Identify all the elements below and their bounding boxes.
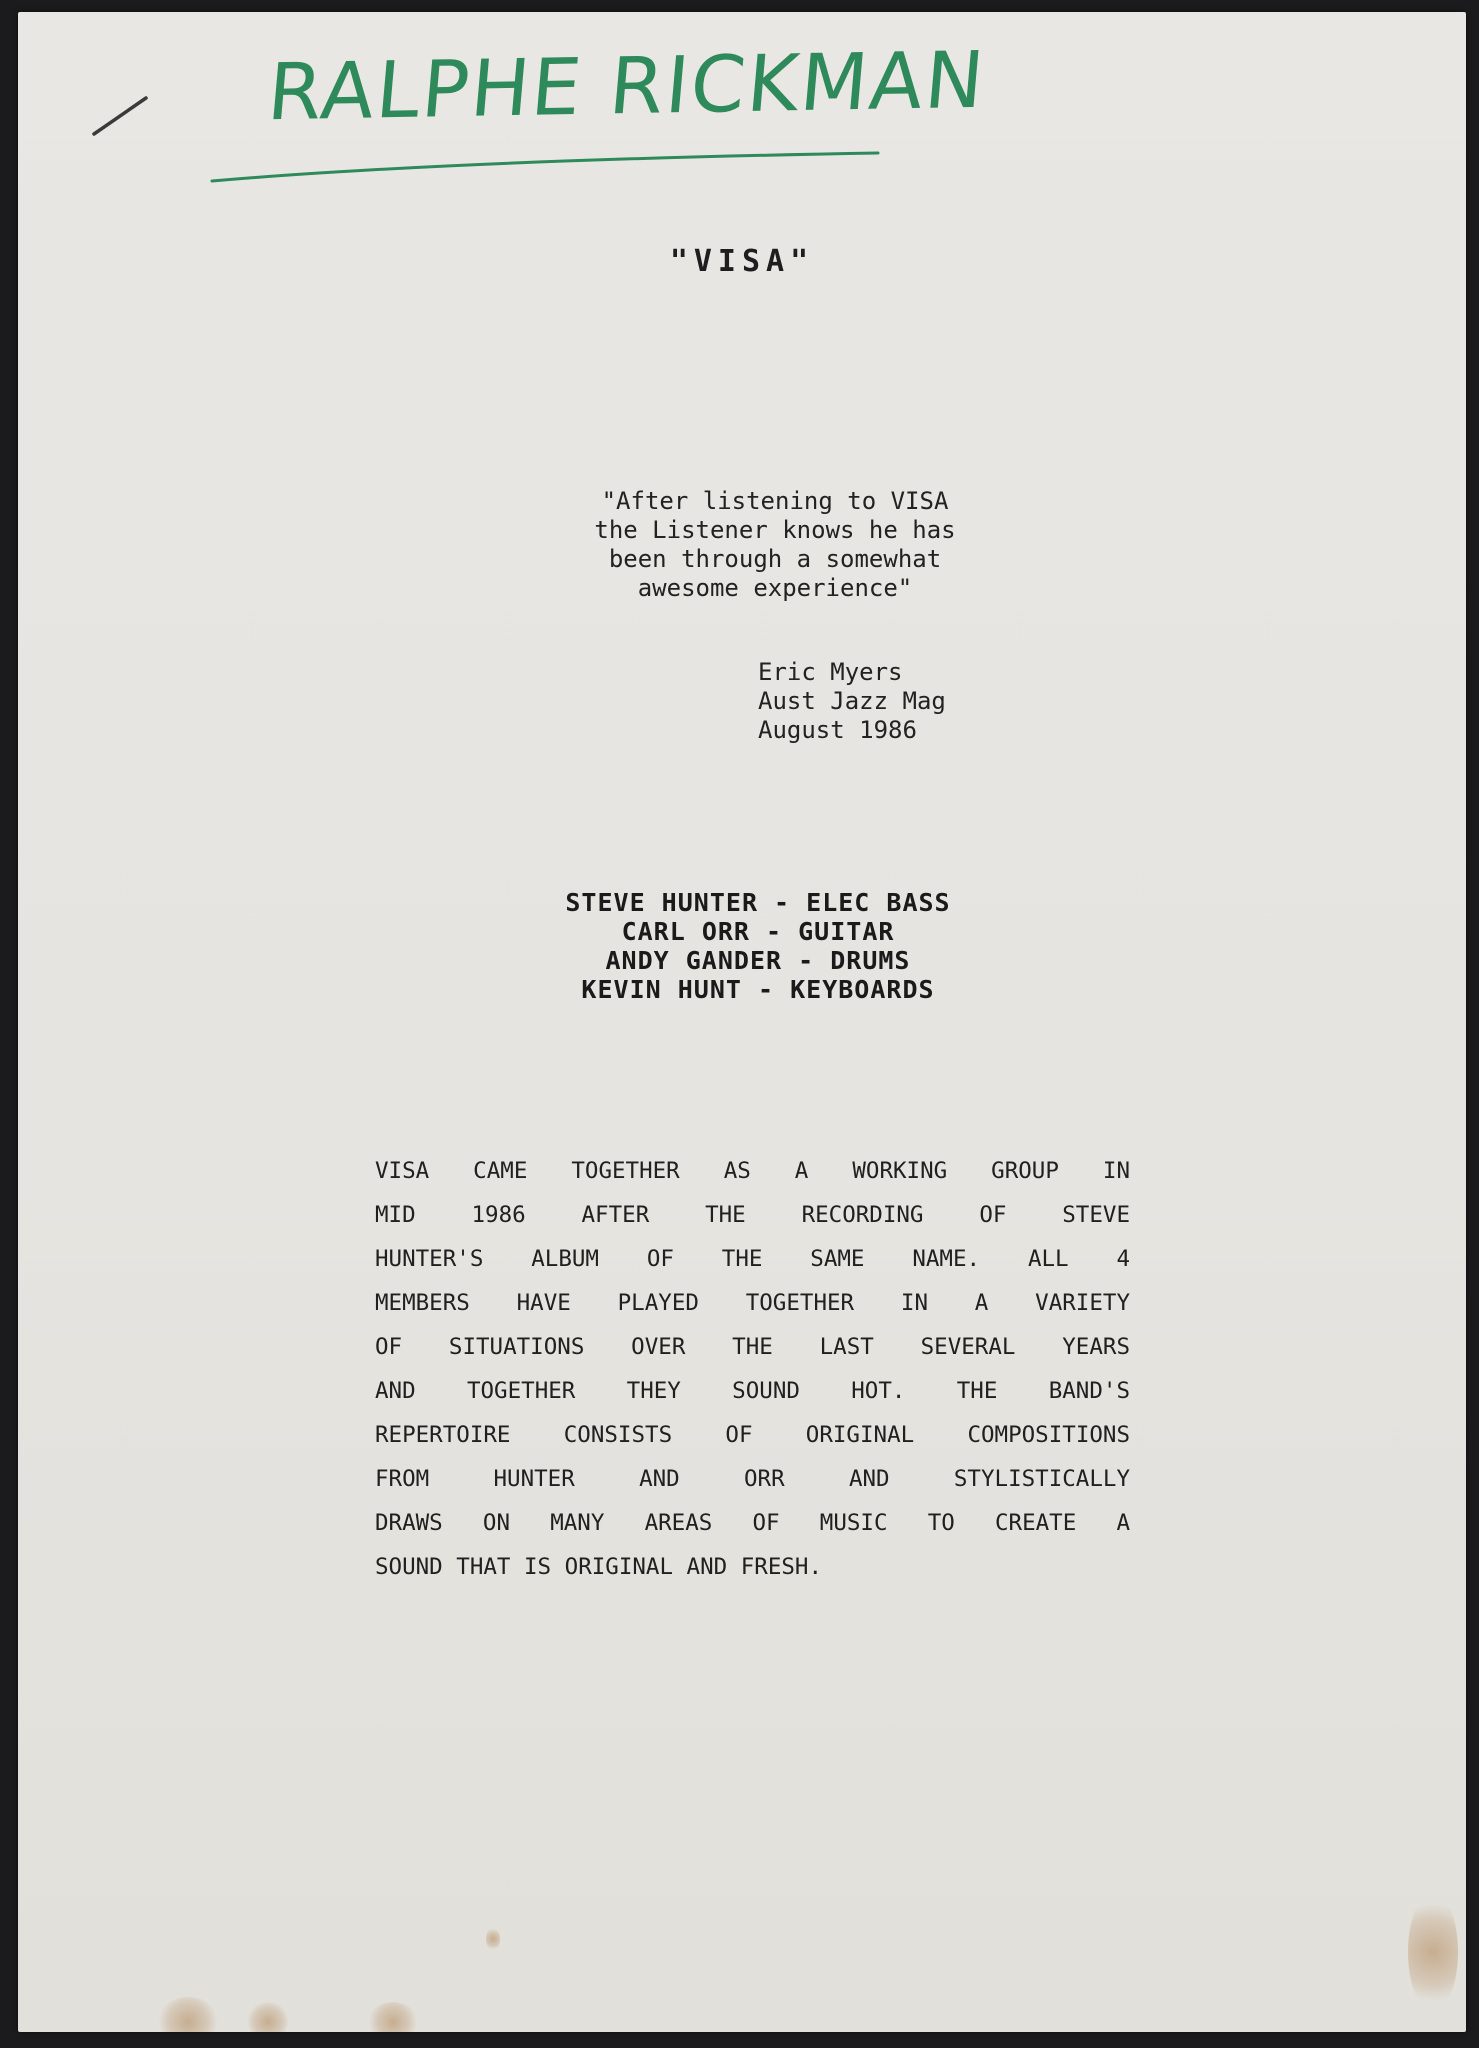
lineup-member: KEVIN HUNT - KEYBOARDS bbox=[581, 975, 935, 1004]
bio-line: REPERTOIRE CONSISTS OF ORIGINAL COMPOSITIONS bbox=[375, 1422, 1130, 1448]
lineup-member: STEVE HUNTER - ELEC BASS bbox=[565, 888, 951, 917]
band-lineup bbox=[398, 888, 1118, 1004]
attribution-date: August 1986 bbox=[758, 716, 917, 744]
bio-line: MEMBERS HAVE PLAYED TOGETHER IN A VARIETY bbox=[375, 1290, 1130, 1316]
bio-line: AND TOGETHER THEY SOUND HOT. THE BAND'S bbox=[375, 1378, 1130, 1404]
bio-line: OF SITUATIONS OVER THE LAST SEVERAL YEARS bbox=[375, 1334, 1130, 1360]
paper-sheet bbox=[18, 12, 1466, 2032]
pencil-tick-mark bbox=[88, 82, 168, 142]
bio-line: SOUND THAT IS ORIGINAL AND FRESH. bbox=[375, 1554, 823, 1580]
attribution-publication: Aust Jazz Mag bbox=[758, 687, 946, 715]
bio-line: VISA CAME TOGETHER AS A WORKING GROUP IN bbox=[375, 1158, 1130, 1184]
lineup-member: CARL ORR - GUITAR bbox=[621, 917, 895, 946]
paper-stain bbox=[158, 1997, 218, 2032]
bio-line: DRAWS ON MANY AREAS OF MUSIC TO CREATE A bbox=[375, 1510, 1130, 1536]
paper-stain bbox=[1408, 1892, 1458, 2012]
quote-attribution bbox=[758, 658, 946, 745]
paper-stain bbox=[248, 2002, 288, 2032]
paper-stain bbox=[368, 2002, 418, 2032]
handwritten-underline bbox=[208, 137, 888, 197]
quote-line: "After listening to VISA bbox=[601, 487, 949, 515]
lineup-member: ANDY GANDER - DRUMS bbox=[605, 946, 911, 975]
quote-line: been through a somewhat bbox=[608, 545, 942, 573]
quote-line: the Listener knows he has bbox=[594, 516, 956, 544]
press-quote bbox=[475, 487, 1075, 603]
quote-line: awesome experience" bbox=[637, 574, 913, 602]
bio-line: MID 1986 AFTER THE RECORDING OF STEVE bbox=[375, 1202, 1130, 1228]
bio-line: FROM HUNTER AND ORR AND STYLISTICALLY bbox=[375, 1466, 1130, 1492]
document-title: "VISA" bbox=[669, 244, 815, 279]
attribution-author: Eric Myers bbox=[758, 658, 903, 686]
band-biography bbox=[375, 1149, 1130, 1589]
paper-stain bbox=[486, 1927, 500, 1951]
handwritten-name: RALPHE RICKMAN bbox=[264, 35, 990, 139]
bio-line: HUNTER'S ALBUM OF THE SAME NAME. ALL 4 bbox=[375, 1246, 1130, 1272]
